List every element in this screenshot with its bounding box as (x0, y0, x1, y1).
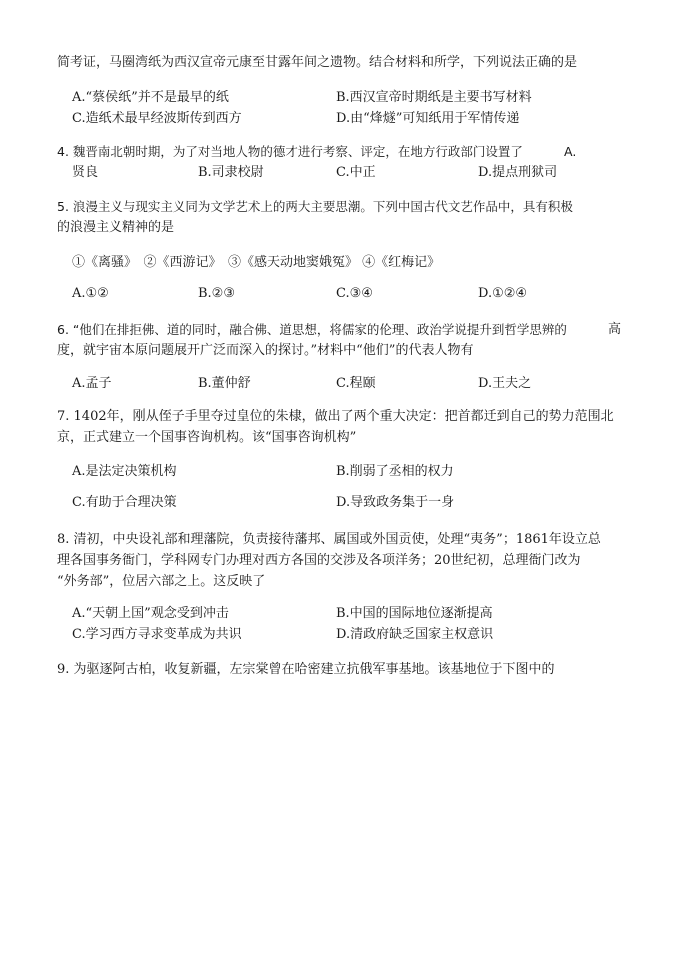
q4-option-d: D.提点刑狱司 (478, 165, 558, 180)
q8-stem-line3: “外务部”，位居六部之上。这反映了 (57, 574, 266, 589)
q4-stem: 4. 魏晋南北朝时期，为了对当地人物的德才进行考察、评定，在地方行政部门设置了 (57, 144, 523, 159)
q3-option-b: B.西汉宣帝时期纸是主要书写材料 (336, 90, 532, 105)
q4-option-c: C.中正 (336, 165, 376, 180)
q6-stem-line1-tail: 高 (608, 322, 622, 337)
q5-option-a: A.①② (72, 286, 109, 301)
q7-stem-line2: 京，正式建立一个国事咨询机构。该“国事咨询机构” (57, 430, 357, 445)
q6-option-b: B.董仲舒 (198, 376, 251, 391)
q7-option-d: D.导致政务集于一身 (336, 495, 455, 510)
q4-option-b: B.司隶校尉 (198, 165, 264, 180)
q8-option-b: B.中国的国际地位逐渐提高 (336, 606, 493, 621)
q7-option-b: B.削弱了丞相的权力 (336, 464, 454, 479)
q5-stem-line1: 5. 浪漫主义与现实主义同为文学艺术上的两大主要思潮。下列中国古代文艺作品中，具有积极 (57, 199, 573, 214)
q5-option-d: D.①②④ (478, 286, 528, 301)
q6-option-d: D.王夫之 (478, 376, 532, 391)
q7-stem-line1: 7. 1402年，刚从侄子手里夺过皇位的朱棣，做出了两个重大决定：把首都迁到自己的势力范围北 (57, 409, 614, 424)
q3-option-c: C.造纸术最早经波斯传到西方 (72, 111, 242, 126)
q6-option-c: C.程颐 (336, 376, 376, 391)
q5-items: ①《离骚》 ②《西游记》 ③《感天动地窦娥冤》 ④《红梅记》 (72, 255, 441, 270)
q8-stem-line1: 8. 清初，中央设礼部和理藩院，负责接待藩邦、属国或外国贡使，处理“夷务”；1861年设立总 (57, 532, 601, 547)
q3-stem: 简考证，马圈湾纸为西汉宣帝元康至甘露年间之遗物。结合材料和所学，下列说法正确的是 (57, 55, 578, 70)
q8-option-a: A.“天朝上国”观念受到冲击 (72, 606, 229, 621)
q4-option-a: 贤良 (72, 165, 99, 180)
q7-option-a: A.是法定决策机构 (72, 464, 177, 479)
q3-option-d: D.由“烽燧”可知纸用于军情传递 (336, 111, 520, 126)
q6-stem-line2: 度，就宇宙本原问题展开广泛而深入的探讨。”材料中“他们”的代表人物有 (57, 343, 474, 358)
q8-option-c: C.学习西方寻求变革成为共识 (72, 627, 242, 642)
q9-stem: 9. 为驱逐阿古柏，收复新疆，左宗棠曾在哈密建立抗俄军事基地。该基地位于下图中的 (57, 662, 555, 677)
q5-stem-line2: 的浪漫主义精神的是 (57, 220, 175, 235)
q6-option-a: A.孟子 (72, 376, 112, 391)
q3-option-a: A.“蔡侯纸”并不是最早的纸 (72, 90, 229, 105)
q5-option-c: C.③④ (336, 286, 373, 301)
q5-option-b: B.②③ (198, 286, 235, 301)
q8-option-d: D.清政府缺乏国家主权意识 (336, 627, 494, 642)
q4-option-a-label: A. (564, 144, 577, 159)
q7-option-c: C.有助于合理决策 (72, 495, 177, 510)
q8-stem-line2: 理各国事务衙门，学科网专门办理对西方各国的交涉及各项洋务；20世纪初，总理衙门改为 (57, 553, 581, 568)
q6-stem-line1: 6. “他们在排拒佛、道的同时，融合佛、道思想，将儒家的伦理、政治学说提升到哲学思辨的 (57, 322, 567, 337)
